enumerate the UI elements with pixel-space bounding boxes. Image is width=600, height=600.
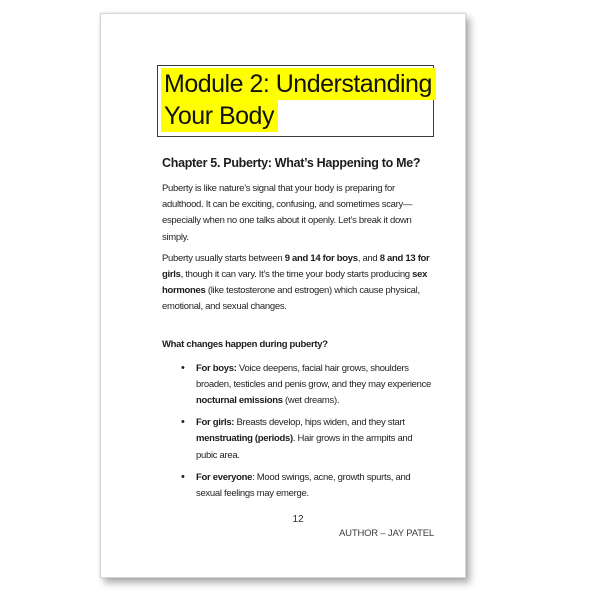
module-title-box bbox=[157, 65, 434, 137]
highlighted-title-text: Module 2: Understanding bbox=[161, 68, 436, 100]
puberty-age-paragraph bbox=[162, 251, 434, 316]
module-title-line-1 bbox=[161, 68, 432, 100]
list-item-text bbox=[196, 417, 412, 460]
section-heading: What changes happen during puberty? bbox=[162, 338, 328, 350]
bullet-icon: • bbox=[181, 416, 185, 429]
text-run: sex hormones bbox=[162, 269, 428, 297]
text-run: . Hair grows in the armpits and pubic area. bbox=[196, 433, 413, 461]
bullet-list bbox=[162, 361, 434, 503]
module-title-line-2 bbox=[161, 100, 429, 132]
intro-paragraph bbox=[162, 181, 434, 246]
text-run: Puberty usually starts between bbox=[162, 252, 285, 264]
text-run: Voice deepens, facial hair grows, shoulders broaden, testicles and penis grow, and they may experience bbox=[196, 362, 432, 390]
text-run: , and bbox=[357, 252, 380, 264]
list-item-girls bbox=[181, 415, 434, 464]
text-run: Puberty is like nature’s signal that your body is preparing for adulthood. It can be exciting, confusing, and sometimes scary—especially when no one talks about it openly. Let’s break it down simply. bbox=[162, 183, 413, 243]
text-run: : Mood swings, acne, growth spurts, and sexual feelings may emerge. bbox=[196, 471, 411, 500]
highlighted-title-text: Your Body bbox=[161, 100, 278, 132]
author-credit: AUTHOR – JAY PATEL bbox=[339, 528, 434, 540]
text-run: menstruating (periods) bbox=[196, 433, 293, 445]
list-item-text bbox=[196, 363, 431, 406]
list-item-boys bbox=[181, 361, 434, 410]
page-number: 12 bbox=[292, 514, 304, 526]
text-run: 9 and 14 for boys bbox=[284, 252, 358, 264]
text-run: For everyone bbox=[196, 471, 253, 483]
text-run: (like testosterone and estrogen) which cause physical, emotional, and sexual changes. bbox=[162, 285, 420, 313]
bullet-icon: • bbox=[181, 470, 185, 483]
text-run: For girls: bbox=[196, 417, 235, 429]
chapter-heading: Chapter 5. Puberty: What’s Happening to Me? bbox=[162, 156, 421, 170]
text-run: For boys: bbox=[196, 362, 237, 374]
text-run: nocturnal emissions bbox=[196, 395, 283, 407]
bullet-icon: • bbox=[181, 361, 185, 374]
list-item-text bbox=[196, 472, 410, 499]
list-item-everyone bbox=[181, 470, 434, 502]
text-run: 8 and 13 for girls bbox=[162, 252, 430, 281]
text-run: (wet dreams). bbox=[282, 395, 340, 407]
document-page bbox=[100, 13, 466, 578]
text-run: Breasts develop, hips widen, and they start bbox=[234, 417, 405, 429]
text-run: , though it can vary. It’s the time your body starts producing bbox=[180, 269, 413, 281]
